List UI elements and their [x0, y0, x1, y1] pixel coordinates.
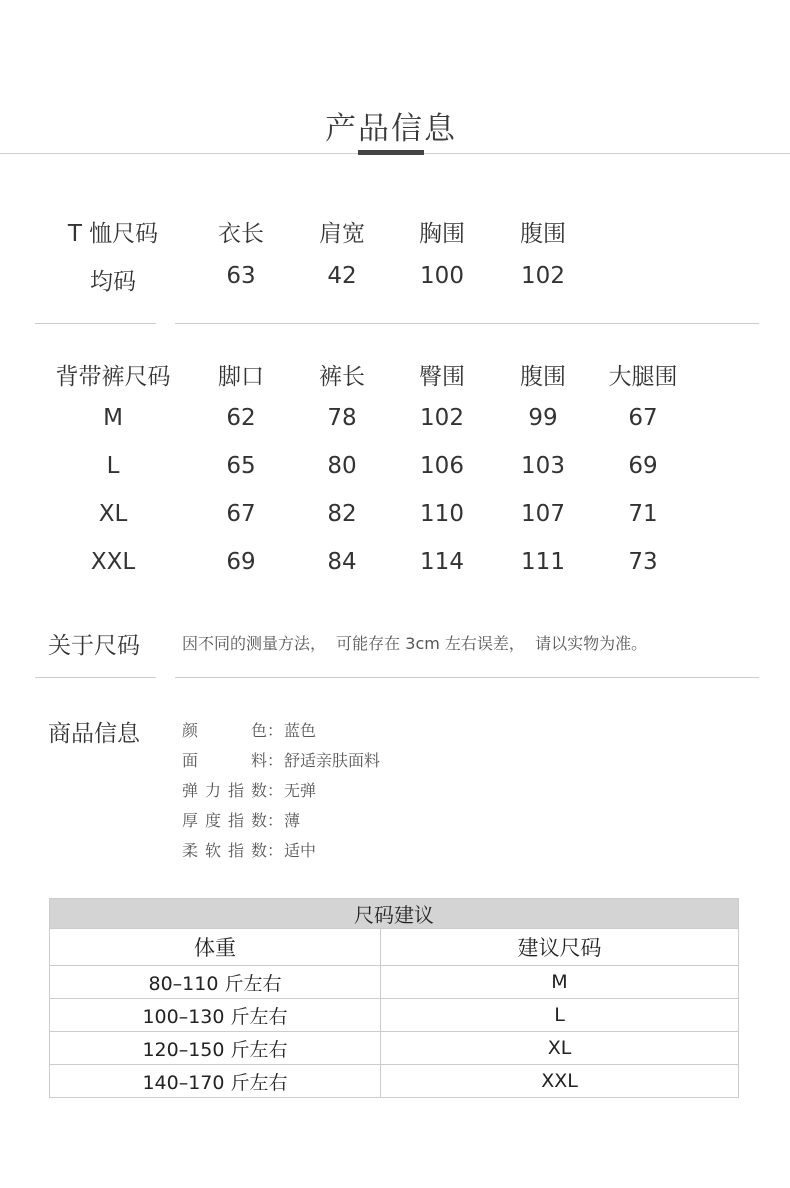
table-cell: 103: [521, 453, 565, 479]
table-cell: 84: [327, 549, 357, 575]
table-cell: 111: [521, 549, 565, 575]
info-value: 舒适亲肤面料: [284, 751, 381, 770]
table-cell: 69: [628, 453, 658, 479]
section-divider: [175, 323, 759, 324]
table-cell: 110: [420, 501, 464, 527]
table-cell: 107: [521, 501, 565, 527]
info-value: 蓝色: [284, 721, 317, 740]
about-size-label: 关于尺码: [48, 633, 140, 659]
table-cell: XL: [381, 1032, 739, 1065]
table-cell: 78: [327, 405, 357, 431]
table-cell: L: [381, 999, 739, 1032]
table-cell: 140–170 斤左右: [50, 1065, 381, 1098]
info-colon: ：: [267, 841, 284, 860]
section-divider: [35, 323, 156, 324]
table-cell: 69: [226, 549, 256, 575]
title-underline-accent: [358, 150, 424, 155]
table-row: [50, 966, 739, 999]
about-size-note: 因不同的测量方法， 可能存在 3cm 左右误差， 请以实物为准。: [182, 634, 648, 653]
table-cell: 71: [628, 501, 658, 527]
overalls-header-thigh: 大腿围: [608, 364, 678, 390]
table-cell: 73: [628, 549, 658, 575]
table-cell: XXL: [381, 1065, 739, 1098]
table-cell: 67: [628, 405, 658, 431]
info-key: 弹力指数: [182, 781, 267, 800]
table-cell: 80: [327, 453, 357, 479]
info-key: 颜色: [182, 721, 267, 740]
table-cell: 67: [226, 501, 256, 527]
tshirt-row-waist: 102: [521, 263, 565, 289]
tshirt-header-length: 衣长: [218, 221, 264, 247]
table-cell: 65: [226, 453, 256, 479]
table-cell: 106: [420, 453, 464, 479]
table-row-size: L: [106, 453, 120, 479]
table-cell: 114: [420, 549, 464, 575]
table-cell: M: [381, 966, 739, 999]
size-advice-table: [49, 898, 739, 1098]
tshirt-row-shoulder: 42: [327, 263, 357, 289]
tshirt-row-size: 均码: [90, 269, 136, 295]
info-colon: ：: [267, 811, 284, 830]
table-cell: 82: [327, 501, 357, 527]
table-cell: 80–110 斤左右: [50, 966, 381, 999]
tshirt-header-shoulder: 肩宽: [319, 221, 365, 247]
tshirt-row-length: 63: [226, 263, 256, 289]
table-cell: 120–150 斤左右: [50, 1032, 381, 1065]
tshirt-header-waist: 腹围: [520, 221, 566, 247]
table-header-row: [50, 929, 739, 966]
table-row: [50, 1065, 739, 1098]
table-cell: 99: [528, 405, 558, 431]
table-title-row: [50, 899, 739, 929]
table-row-size: XL: [98, 501, 128, 527]
table-row: [50, 1032, 739, 1065]
tshirt-row-chest: 100: [420, 263, 464, 289]
product-info-label: 商品信息: [48, 721, 140, 747]
info-colon: ：: [267, 751, 284, 770]
section-divider: [175, 677, 759, 678]
info-colon: ：: [267, 781, 284, 800]
column-header-size: 建议尺码: [381, 929, 739, 966]
section-divider: [35, 677, 156, 678]
overalls-header-hem: 脚口: [218, 364, 264, 390]
tshirt-header-chest: 胸围: [419, 221, 465, 247]
table-cell: 62: [226, 405, 256, 431]
table-cell: 100–130 斤左右: [50, 999, 381, 1032]
overalls-header-length: 裤长: [319, 364, 365, 390]
table-row-size: M: [103, 405, 123, 431]
info-value: 薄: [284, 811, 301, 830]
table-cell: 102: [420, 405, 464, 431]
tshirt-header-size: T 恤尺码: [67, 221, 159, 247]
table-row: [50, 999, 739, 1032]
info-key: 厚度指数: [182, 811, 267, 830]
overalls-header-size: 背带裤尺码: [55, 364, 171, 390]
size-advice-title: 尺码建议: [50, 899, 739, 929]
overalls-header-waist: 腹围: [520, 364, 566, 390]
info-key: 面料: [182, 751, 267, 770]
info-value: 适中: [284, 841, 317, 860]
page-title: 产品信息: [325, 111, 457, 147]
info-value: 无弹: [284, 781, 317, 800]
overalls-header-hip: 臀围: [419, 364, 465, 390]
info-colon: ：: [267, 721, 284, 740]
table-row-size: XXL: [90, 549, 136, 575]
info-key: 柔软指数: [182, 841, 267, 860]
column-header-weight: 体重: [50, 929, 381, 966]
